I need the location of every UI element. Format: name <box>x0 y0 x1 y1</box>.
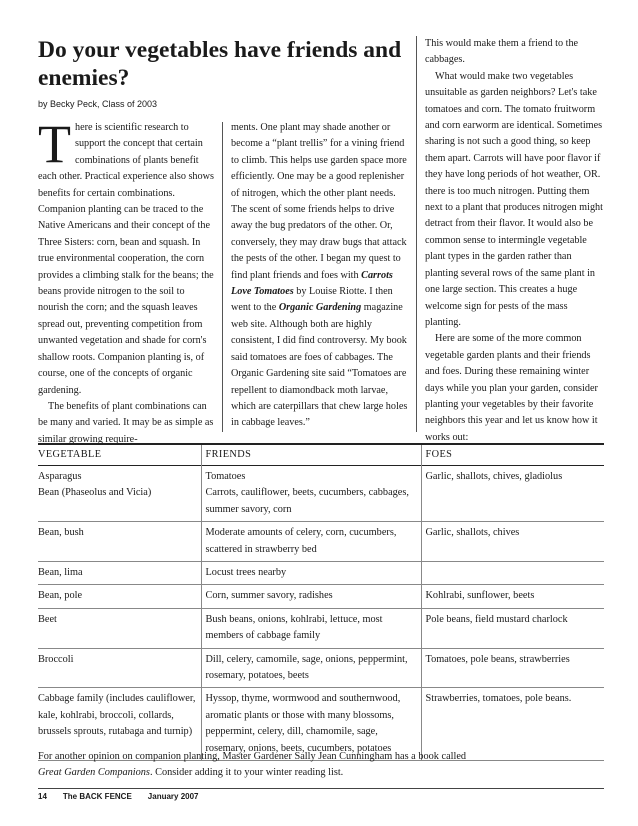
footnote-text: For another opinion on companion planting, Master Gardener Sally Jean Cunningham has a book called <box>38 751 467 762</box>
friends-cell: Tomatoes Carrots, cauliflower, beets, cucumbers, cabbages, summer savory, corn <box>201 466 421 522</box>
column-divider <box>222 122 223 432</box>
friends-cell: Dill, celery, camomile, sage, onions, peppermint, rosemary, potatoes, beets <box>201 648 421 688</box>
companion-table <box>38 443 604 761</box>
table-row <box>38 608 604 648</box>
footnote <box>38 749 604 781</box>
vegetable-cell: Beet <box>38 613 57 625</box>
table-row <box>38 466 604 522</box>
table-row <box>38 562 604 585</box>
paragraph: This would make them a friend to the cabbages. <box>425 38 579 66</box>
friends-cell: Moderate amounts of celery, corn, cucumbers, scattered in strawberry bed <box>201 522 421 562</box>
footnote-book: Great Garden Companions <box>38 767 150 778</box>
header-foes: FOES <box>421 444 604 466</box>
paragraph: What would make two vegetables unsuitable as garden neighbors? Let's take tomatoes and corn. The tomato fruitworm and corn earworm are identical. Sometimes sharing is not such a good thing, so keep them apart. Carrots will have poor flavor if they have long periods of hot weather, OR. there is too much nitrogen. Putting them next to a plant that produces nitrogen might detract from their flavor. It would also be common sense to intermingle vegetable plant types in the garden rather than planting several rows of the same plant in one large section. This creates a huge welcome sign for pests of the mass planting. <box>425 70 603 328</box>
vegetable-cell: Broccoli <box>38 653 74 665</box>
table-row <box>38 648 604 688</box>
paragraph <box>38 114 216 399</box>
article-column-3 <box>425 36 603 446</box>
vegetable-cell: Cabbage family (includes cauliflower, kale, kohlrabi, broccoli, collards, brussels sprouts, rutabaga and turnip) <box>38 693 196 738</box>
article-column-1 <box>38 114 216 448</box>
vegetable-cell: Bean, bush <box>38 527 84 539</box>
column-divider <box>416 36 417 432</box>
drop-cap: T <box>38 114 71 174</box>
page-footer <box>38 788 604 801</box>
byline: by Becky Peck, Class of 2003 <box>38 99 158 109</box>
paragraph: Here are some of the more common vegetable garden plants and their friends and foes. During these remaining winter days while you plan your garden, consider planting your vegetables by their favorite neighbors this year and let us know how it works out: <box>425 333 598 443</box>
vegetable-cell: Asparagus Bean (Phaseolus and Vicia) <box>38 471 152 499</box>
paragraph-text: here is scientific research to support the concept that certain combinations of plants benefit each other. Practical experience also shows benefits for certain combinations. Companion planting can be traced to the Native Americans and their concept of the Three Sisters: corn, bean and squash. In true environmental cooperation, the corn provides a climbing stalk for the beans; the beans provide nitrogen to the soil to nourish the corn; and the squash leaves spread out, preventing competition from unwanted vegetation and shade for corn's shallow roots. Companion planting is, of course, one of the concepts of organic gardening. <box>38 122 214 396</box>
footnote-tail: . Consider adding it to your winter reading list. <box>149 767 344 778</box>
foes-cell: Kohlrabi, sunflower, beets <box>421 585 604 608</box>
paragraph-text: ments. One plant may shade another or become a “plant trellis” for a vining friend to climb. This helps use garden space more efficiently. One may be a good replenisher of nitrogen, which the other plant needs. The scent of some friends helps to drive away the bug predators of the other. Or, conversely, they may draw bugs that attack the pests of the other. I began my quest to find plant friends and foes with <box>231 122 407 281</box>
paragraph-text: magazine web site. Although both are highly consistent, I did find controversy. My book said tomatoes are foes of cabbages. The Organic Gardening site said “Tomatoes are repellent to diamondback moth larvae, which are caterpillars that chew large holes in cabbage leaves.” <box>231 302 408 429</box>
foes-cell: Tomatoes, pole beans, strawberries <box>421 648 604 688</box>
header-vegetable: VEGETABLE <box>38 448 102 460</box>
book-title: Carrots Love Tomatoes <box>231 269 393 298</box>
foes-cell <box>421 562 604 585</box>
table-header-row <box>38 444 604 466</box>
table-row <box>38 585 604 608</box>
site-name: Organic Gardening <box>278 302 362 314</box>
table-row <box>38 522 604 562</box>
issue-date: January 2007 <box>147 792 199 801</box>
article-column-2 <box>231 120 409 432</box>
paragraph-text: by Louise Riotte. I then went to the <box>231 286 393 314</box>
paragraph: The benefits of plant combinations can be many and varied. It may be as simple as similar growing require- <box>38 400 214 445</box>
page-number: 14 <box>38 792 47 801</box>
friends-cell: Corn, summer savory, radishes <box>201 585 421 608</box>
header-friends: FRIENDS <box>201 444 421 466</box>
paragraph <box>231 120 409 432</box>
vegetable-cell: Bean, pole <box>38 590 83 602</box>
friends-cell: Bush beans, onions, kohlrabi, lettuce, most members of cabbage family <box>201 608 421 648</box>
article-title: Do your vegetables have friends and enemies? <box>38 37 402 91</box>
friends-cell: Hyssop, thyme, wormwood and southernwood, aromatic plants or those with many blossoms, peppermint, celery, dill, chamomile, sage, rosemary, onions, beets, cucumbers, potatoes <box>201 688 421 761</box>
foes-cell: Garlic, shallots, chives <box>421 522 604 562</box>
foes-cell: Strawberries, tomatoes, pole beans. <box>421 688 604 761</box>
foes-cell: Garlic, shallots, chives, gladiolus <box>421 466 604 522</box>
foes-cell: Pole beans, field mustard charlock <box>421 608 604 648</box>
vegetable-cell: Bean, lima <box>38 567 83 579</box>
friends-cell: Locust trees nearby <box>201 562 421 585</box>
publication-name: The BACK FENCE <box>62 792 132 801</box>
